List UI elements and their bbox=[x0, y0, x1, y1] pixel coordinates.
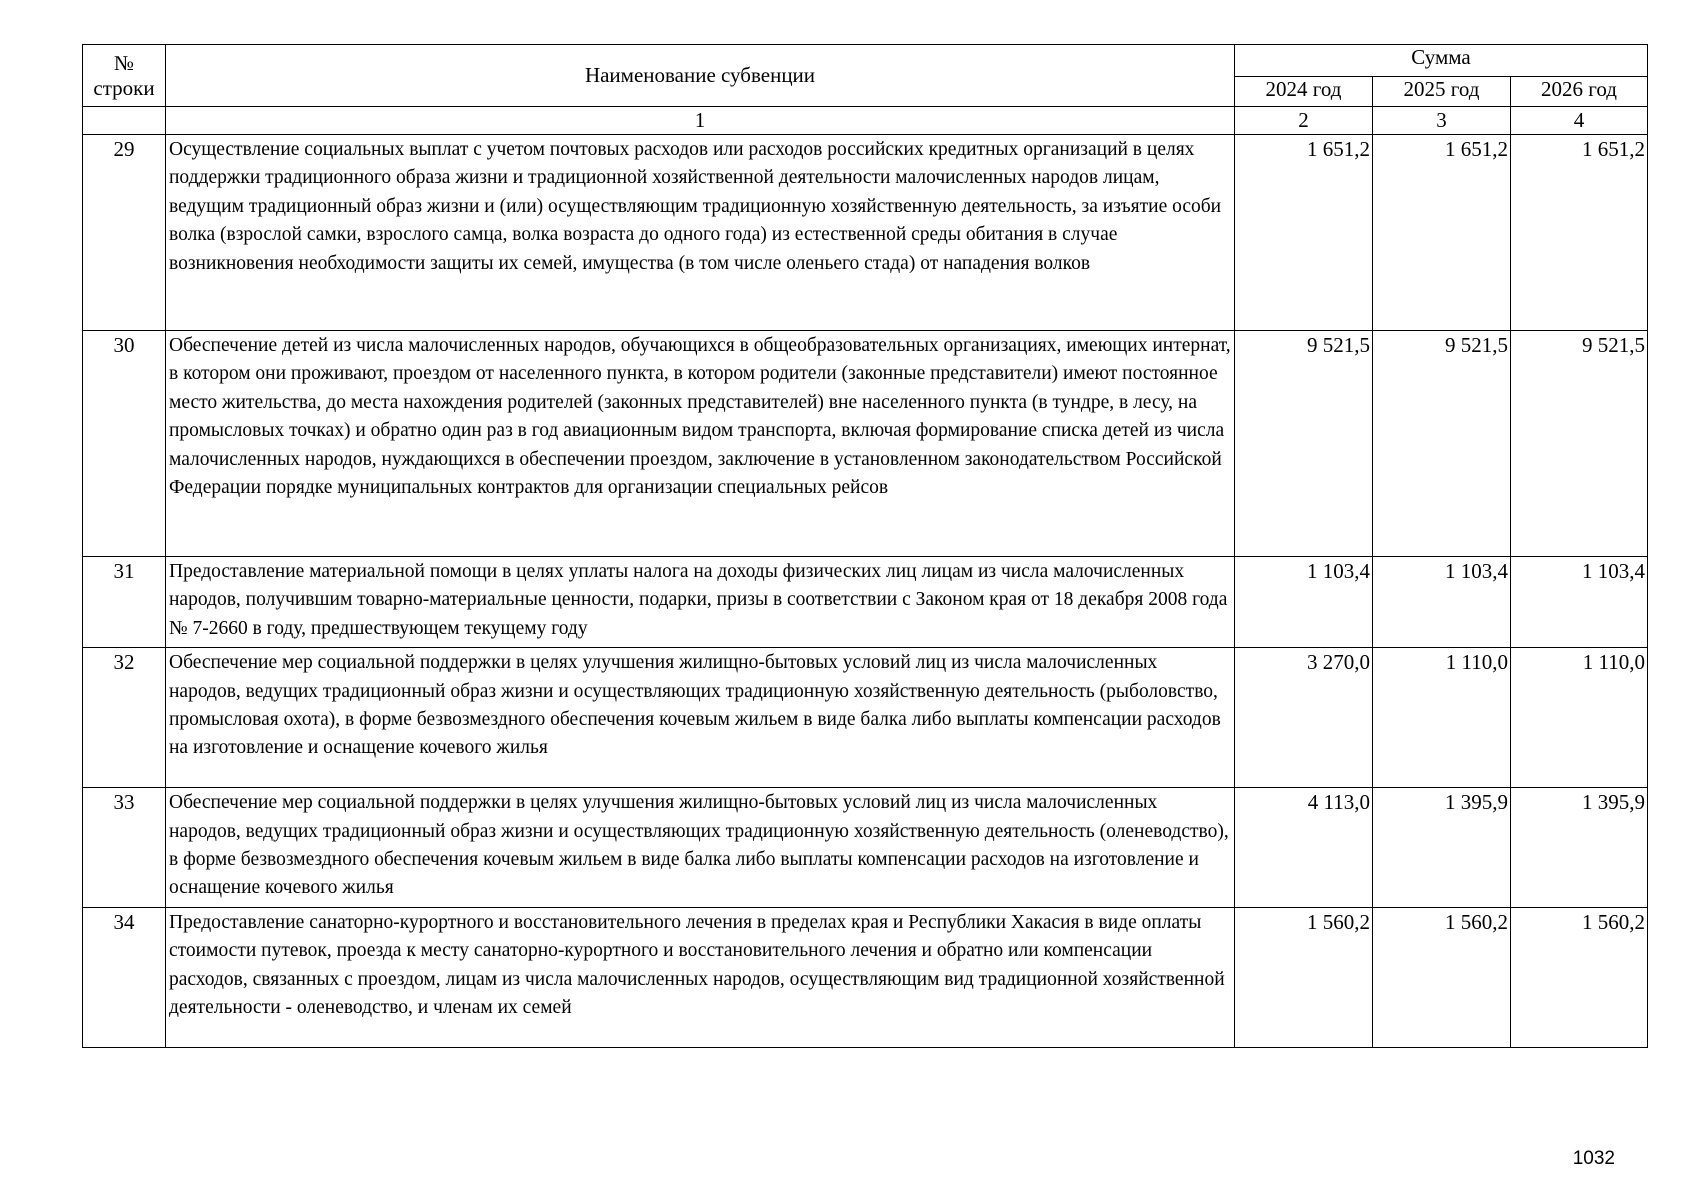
row-description: Предоставление санаторно-курортного и восстановительного лечения в пределах края и Республики Хакасия в виде оплаты стоимости путевок, проезда к месту санаторно-курортного и восстановительного лечения и обратно или компенсации расходов, связанных с проездом, лицам из числа малочисленных народов, осуществляющим вид традиционной хозяйственной деятельности - оленеводство, и членам их семей bbox=[166, 907, 1235, 1047]
row-amount-2024: 1 651,2 bbox=[1235, 135, 1373, 331]
table-row bbox=[83, 788, 1648, 908]
header-subvention-name: Наименование субвенции bbox=[166, 45, 1235, 107]
header-year-2024: 2024 год bbox=[1235, 77, 1373, 107]
row-amount-2025: 1 651,2 bbox=[1373, 135, 1511, 331]
row-amount-2025: 1 560,2 bbox=[1373, 907, 1511, 1047]
column-index-2: 2 bbox=[1235, 107, 1373, 135]
row-amount-2024: 1 560,2 bbox=[1235, 907, 1373, 1047]
row-amount-2025: 1 395,9 bbox=[1373, 788, 1511, 908]
row-number: 34 bbox=[83, 907, 166, 1047]
row-amount-2025: 1 103,4 bbox=[1373, 557, 1511, 648]
row-number: 33 bbox=[83, 788, 166, 908]
row-amount-2026: 1 560,2 bbox=[1511, 907, 1648, 1047]
table-row bbox=[83, 907, 1648, 1047]
row-amount-2024: 4 113,0 bbox=[1235, 788, 1373, 908]
row-description: Обеспечение детей из числа малочисленных народов, обучающихся в общеобразовательных организациях, имеющих интернат, в котором они проживают, проездом от населенного пункта, в котором родители (законные представители) имеют постоянное место жительства, до места нахождения родителей (законных представителей) вне населенного пункта (в тундре, в лесу, на промысловых точках) и обратно один раз в год авиационным видом транспорта, включая формирование списка детей из числа малочисленных народов, нуждающихся в обеспечении проездом, заключение в установленном законодательством Российской Федерации порядке муниципальных контрактов для организации специальных рейсов bbox=[166, 331, 1235, 557]
row-number: 29 bbox=[83, 135, 166, 331]
row-amount-2026: 1 651,2 bbox=[1511, 135, 1648, 331]
table-row bbox=[83, 557, 1648, 648]
row-description: Предоставление материальной помощи в целях уплаты налога на доходы физических лиц лицам из числа малочисленных народов, получившим товарно-материальные ценности, подарки, призы в соответствии с Законом края от 18 декабря 2008 года № 7-2660 в году, предшествующем текущему году bbox=[166, 557, 1235, 648]
header-row-number-label: строки bbox=[93, 75, 155, 100]
table-row bbox=[83, 331, 1648, 557]
row-number: 32 bbox=[83, 648, 166, 788]
row-number: 30 bbox=[83, 331, 166, 557]
subvention-table bbox=[82, 44, 1648, 1048]
row-amount-2025: 9 521,5 bbox=[1373, 331, 1511, 557]
column-index-3: 3 bbox=[1373, 107, 1511, 135]
table-row bbox=[83, 135, 1648, 331]
header-row-number bbox=[83, 45, 166, 107]
row-description: Обеспечение мер социальной поддержки в целях улучшения жилищно-бытовых условий лиц из числа малочисленных народов, ведущих традиционный образ жизни и осуществляющих традиционную хозяйственную деятельность (рыболовство, промысловая охота), в форме безвозмездного обеспечения кочевым жильем в виде балка либо выплаты компенсации расходов на изготовление и оснащение кочевого жилья bbox=[166, 648, 1235, 788]
row-amount-2024: 1 103,4 bbox=[1235, 557, 1373, 648]
row-amount-2026: 1 110,0 bbox=[1511, 648, 1648, 788]
row-description: Обеспечение мер социальной поддержки в целях улучшения жилищно-бытовых условий лиц из числа малочисленных народов, ведущих традиционный образ жизни и осуществляющих традиционную хозяйственную деятельность (оленеводство), в форме безвозмездного обеспечения кочевым жильем в виде балка либо выплаты компенсации расходов на изготовление и оснащение кочевого жилья bbox=[166, 788, 1235, 908]
row-amount-2024: 3 270,0 bbox=[1235, 648, 1373, 788]
column-index-4: 4 bbox=[1511, 107, 1648, 135]
page-number: 1032 bbox=[1572, 1148, 1615, 1169]
row-amount-2026: 1 103,4 bbox=[1511, 557, 1648, 648]
row-description: Осуществление социальных выплат с учетом почтовых расходов или расходов российских кредитных организаций в целях поддержки традиционного образа жизни и традиционной хозяйственной деятельности малочисленных народов лицам, ведущим традиционный образ жизни и (или) осуществляющим традиционную хозяйственную деятельность, за изъятие особи волка (взрослой самки, взрослого самца, волка возраста до одного года) из естественной среды обитания в случае возникновения необходимости защиты их семей, имущества (в том числе оленьего стада) от нападения волков bbox=[166, 135, 1235, 331]
row-amount-2024: 9 521,5 bbox=[1235, 331, 1373, 557]
document-page bbox=[82, 44, 1647, 1048]
row-number: 31 bbox=[83, 557, 166, 648]
header-year-2026: 2026 год bbox=[1511, 77, 1648, 107]
header-sum: Сумма bbox=[1235, 45, 1648, 77]
table-row bbox=[83, 648, 1648, 788]
row-amount-2025: 1 110,0 bbox=[1373, 648, 1511, 788]
column-index-row bbox=[83, 107, 1648, 135]
column-index-1: 1 bbox=[166, 107, 1235, 135]
column-index-blank bbox=[83, 107, 166, 135]
header-row-number-symbol: № bbox=[113, 51, 135, 76]
row-amount-2026: 9 521,5 bbox=[1511, 331, 1648, 557]
row-amount-2026: 1 395,9 bbox=[1511, 788, 1648, 908]
header-year-2025: 2025 год bbox=[1373, 77, 1511, 107]
